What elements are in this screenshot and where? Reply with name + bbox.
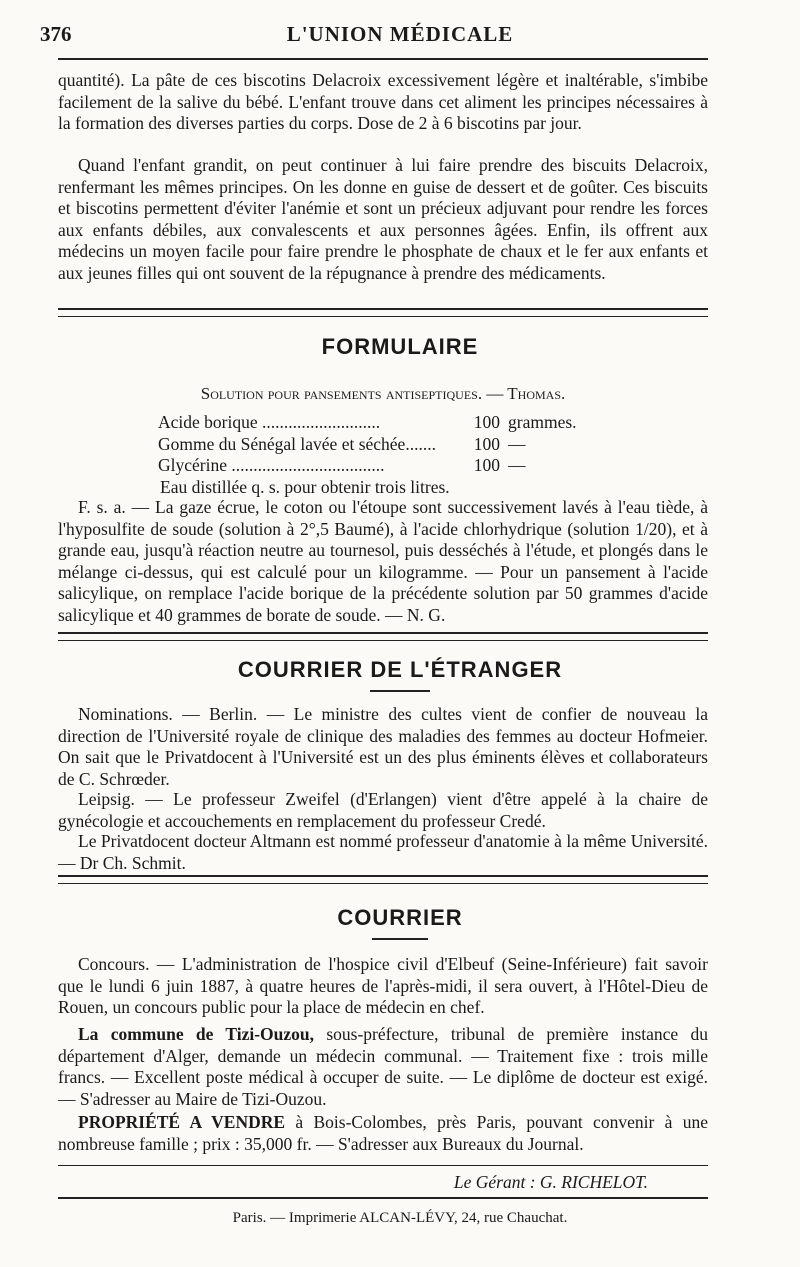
section-divider [58, 875, 708, 884]
formulaire-subtitle: Solution pour pansements antiseptiques. — Thomas. [200, 384, 566, 403]
tizi-ouzou-lead: La commune de Tizi-Ouzou, [78, 1024, 315, 1044]
formulaire-text: F. s. a. — La gaze écrue, le coton ou l'étoupe sont successivement lavés à l'eau tiède, à l'hyposulfite de soude (solution à 2°,5 Baumé), à l'acide chlorhydrique (solution 1/20), et à grande eau, jusqu'à réaction neutre au tournesol, puis desséchés à l'étude, et plongés dans le mélange ci-dessus, qui est calculé pour un kilogramme. — Pour un pansement à l'acide salicylique, on remplace l'acide borique de la précédente solution par 50 grammes d'acide salicylique et 40 grammes de borate de soude. — N. G. [58, 497, 708, 625]
section-divider [58, 308, 708, 317]
ingredient-name: Acide borique ........................... [158, 412, 381, 432]
propriete-lead: PROPRIÉTÉ A VENDRE [78, 1112, 286, 1132]
courrier-heading: COURRIER [337, 905, 463, 930]
gerant-text: Le Gérant : G. RICHELOT. [453, 1172, 648, 1192]
ingredient-row [158, 412, 608, 434]
ingredient-name: Glycérine ................................... [158, 455, 385, 475]
ingredient-name: Gomme du Sénégal lavée et séchée....... [158, 433, 436, 454]
section-divider [58, 632, 708, 641]
ingredient-unit: grammes. [508, 412, 577, 432]
footer-rule-bottom [58, 1197, 708, 1199]
journal-title: L'UNION MÉDICALE [286, 22, 514, 46]
etranger-paragraph-1: Nominations. — Berlin. — Le ministre des cultes vient de confier de nouveau la direction de l'Université royale de clinique des maladies des femmes au docteur Hofmeier. On sait que le Privatdocent à l'Université est un des plus éminents élèves et collaborateurs de C. Schrœder. [58, 704, 708, 789]
formulaire-heading: FORMULAIRE [321, 334, 479, 359]
ingredient-unit: — [508, 455, 526, 475]
ingredient-qty: 100 [473, 433, 500, 454]
imprint-line: Paris. — Imprimerie ALCAN-LÉVY, 24, rue Chauchat. [232, 1210, 568, 1226]
ingredient-list [158, 412, 608, 477]
etranger-paragraph-3: Le Privatdocent docteur Altmann est nommé professeur d'anatomie à la même Université. — Dr Ch. Schmit. [58, 831, 708, 873]
intro-paragraph-2: Quand l'enfant grandit, on peut continuer à lui faire prendre des biscuits Delacroix, renfermant les mêmes principes. On les donne en guise de dessert et de goûter. Ces biscuits et biscotins permettent d'éviter l'anémie et sont un précieux adjuvant pour rendre les forces aux enfants débiles, aux convalescents et aux personnes âgées. Enfin, ils offrent aux médecins un moyen facile pour faire prendre le phosphate de chaux et le fer aux enfants et aux jeunes filles qui ont souvent de la répugnance à prendre des médicaments. [58, 155, 708, 283]
intro-paragraph-1: quantité). La pâte de ces biscotins Delacroix excessivement légère et inaltérable, s'imbibe facilement de la salive du bébé. L'enfant trouve dans cet aliment les principes nécessaires à la formation des diverses parties du corps. Dose de 2 à 6 biscotins par jour. [58, 70, 708, 133]
ingredient-unit: — [508, 433, 526, 454]
page-header [0, 22, 800, 62]
courrier-paragraph-1: Concours. — L'administration de l'hospice civil d'Elbeuf (Seine-Inférieure) fait savoir que le lundi 6 juin 1887, à quatre heures de l'après-midi, il sera ouvert, à l'Hôtel-Dieu de Rouen, un concours public pour la place de médecin en chef. [58, 954, 708, 1017]
etranger-paragraph-2: Leipsig. — Le professeur Zweifel (d'Erlangen) vient d'être appelé à la chaire de gynécologie et accouchements en remplacement du professeur Credé. [58, 789, 708, 831]
heading-underline [370, 690, 430, 692]
footer-rule [58, 1165, 708, 1166]
header-rule [58, 58, 708, 60]
tizi-ouzou-text: sous-préfecture, tribunal de première instance du département d'Alger, demande un médecin communal. — Traitement fixe : trois mille francs. — Excellent poste médical à occuper de suite. — Le diplôme de docteur est exigé. — S'adresser au Maire de Tizi-Ouzou. [58, 1024, 708, 1109]
heading-underline [372, 938, 428, 940]
ingredient-qty: 100 [473, 455, 500, 475]
courrier-paragraph-2 [58, 1024, 708, 1110]
courrier-paragraph-3 [58, 1112, 708, 1155]
gerant-signature [58, 1172, 648, 1193]
courrier-etranger-heading: COURRIER DE L'ÉTRANGER [237, 657, 563, 682]
propriete-text: à Bois-Colombes, près Paris, pouvant convenir à une nombreuse famille ; prix : 35,000 fr. — S'adresser aux Bureaux du Journal. [58, 1112, 708, 1154]
ingredient-row [158, 455, 608, 477]
page-number: 376 [40, 22, 72, 46]
ingredient-row [158, 434, 608, 456]
ingredient-qty: 100 [473, 412, 500, 432]
eau-line: Eau distillée q. s. pour obtenir trois litres. [160, 477, 450, 497]
